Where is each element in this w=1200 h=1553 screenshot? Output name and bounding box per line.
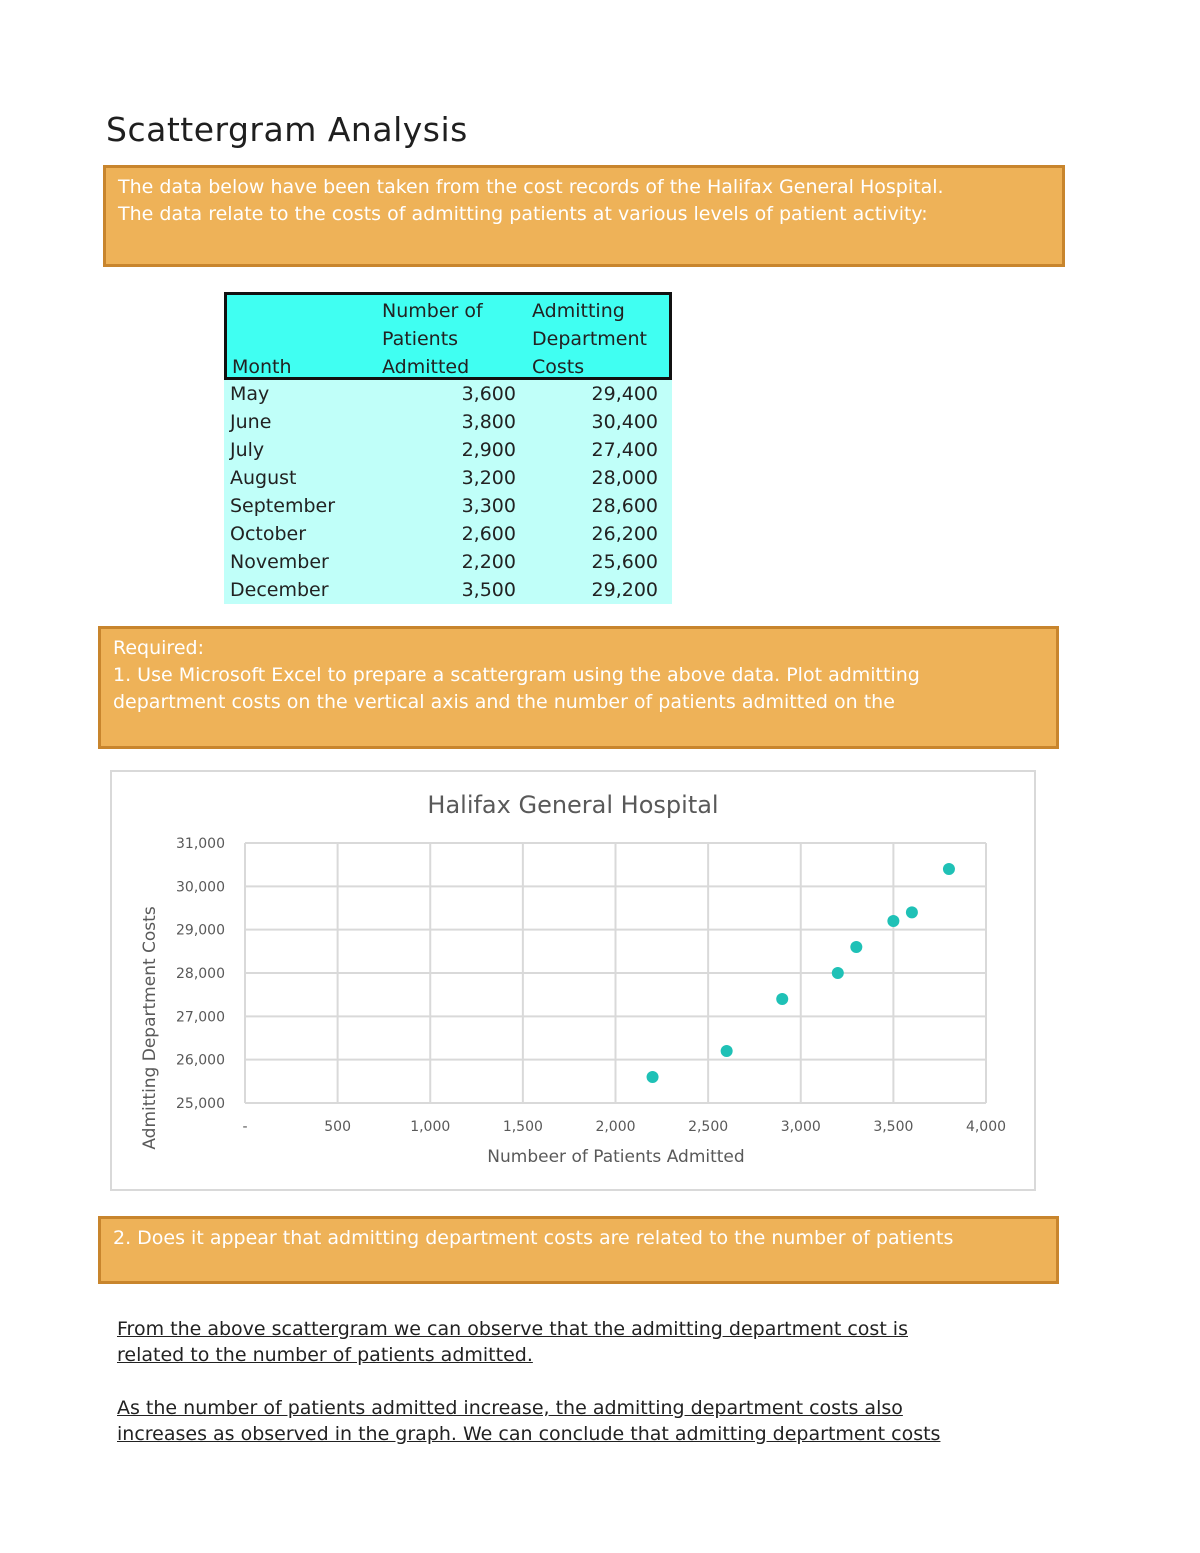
cell-costs: 26,200 [591, 523, 658, 545]
x-tick-label: 1,500 [502, 1119, 543, 1135]
answer-paragraph-1 [117, 1316, 1017, 1368]
header-costs [532, 297, 647, 381]
cell-costs: 28,600 [591, 495, 658, 517]
table-header [224, 292, 672, 380]
x-tick-label: 3,000 [780, 1119, 821, 1135]
table-row [224, 520, 672, 548]
scatter-point [647, 1071, 659, 1083]
cell-month: May [230, 383, 270, 405]
scatter-point [832, 967, 844, 979]
cell-month: September [230, 495, 336, 517]
header-patients-line: Admitted [382, 356, 470, 378]
cell-month: December [230, 579, 329, 601]
cell-patients: 3,800 [461, 411, 516, 433]
table-row [224, 380, 672, 408]
header-costs-line: Costs [532, 356, 585, 378]
answer-line: related to the number of patients admitted. [117, 1344, 533, 1366]
scatter-point [943, 863, 955, 875]
intro-line-1: The data below have been taken from the cost records of the Halifax General Hospital. [118, 176, 944, 198]
y-tick-label: 26,000 [176, 1052, 225, 1069]
cell-month: November [230, 551, 329, 573]
x-tick-label: - [242, 1119, 248, 1135]
page-title: Scattergram Analysis [106, 110, 468, 149]
answer-line: As the number of patients admitted increase, the admitting department costs also [117, 1397, 903, 1419]
header-patients [382, 297, 483, 381]
cell-patients: 3,600 [461, 383, 516, 405]
cell-patients: 3,300 [461, 495, 516, 517]
scatter-chart [110, 770, 1036, 1191]
x-tick-label: 2,000 [595, 1119, 636, 1135]
y-tick-label: 31,000 [176, 836, 225, 852]
cell-patients: 2,200 [461, 551, 516, 573]
table-row [224, 576, 672, 604]
x-axis-label: Numbeer of Patients Admitted [487, 1147, 745, 1167]
table-body [224, 380, 672, 604]
scatter-point [850, 941, 862, 953]
axis-ticks [176, 836, 1006, 1135]
y-tick-label: 25,000 [176, 1096, 225, 1112]
cell-costs: 29,400 [591, 383, 658, 405]
cell-costs: 29,200 [591, 579, 658, 601]
chart-title: Halifax General Hospital [427, 791, 719, 819]
cell-costs: 28,000 [591, 467, 658, 489]
header-patients-line: Patients [382, 328, 459, 350]
y-tick-label: 29,000 [176, 922, 225, 939]
table-row [224, 408, 672, 436]
question-2-box [98, 1216, 1059, 1284]
header-costs-line: Admitting [532, 300, 625, 322]
scatter-point [721, 1045, 733, 1057]
scatter-point [776, 993, 788, 1005]
cell-month: June [230, 411, 272, 433]
required-heading: Required: [113, 637, 204, 659]
x-tick-label: 4,000 [965, 1119, 1007, 1135]
intro-line-2: The data relate to the costs of admitting patients at various levels of patient activity: [118, 203, 928, 225]
table-row [224, 436, 672, 464]
question-2-text: 2. Does it appear that admitting department costs are related to the number of patients [113, 1227, 954, 1249]
required-line-2: department costs on the vertical axis and the number of patients admitted on the [113, 691, 895, 713]
cell-month: July [230, 439, 265, 461]
x-tick-label: 500 [324, 1119, 351, 1135]
x-tick-label: 3,500 [873, 1119, 914, 1135]
header-costs-line: Department [532, 328, 647, 350]
cell-costs: 30,400 [591, 411, 658, 433]
cell-costs: 27,400 [591, 439, 658, 461]
data-table [224, 292, 672, 604]
header-patients-line: Number of [382, 300, 483, 322]
cell-patients: 2,900 [461, 439, 516, 461]
required-line-1: 1. Use Microsoft Excel to prepare a scattergram using the above data. Plot admitting [113, 664, 920, 686]
y-axis-label: Admitting Department Costs [140, 906, 160, 1150]
cell-patients: 3,200 [461, 467, 516, 489]
cell-patients: 2,600 [461, 523, 516, 545]
cell-month: August [230, 467, 297, 489]
answer-line: From the above scattergram we can observe that the admitting department cost is [117, 1318, 908, 1340]
intro-box [103, 165, 1065, 267]
header-month: Month [232, 356, 292, 378]
table-row [224, 464, 672, 492]
scatter-point [887, 915, 899, 927]
required-box [98, 626, 1059, 749]
scatter-point [906, 906, 918, 918]
cell-patients: 3,500 [461, 579, 516, 601]
y-tick-label: 27,000 [176, 1009, 225, 1026]
answer-line: increases as observed in the graph. We can conclude that admitting department costs [117, 1423, 941, 1445]
cell-month: October [230, 523, 307, 545]
x-tick-label: 2,500 [688, 1119, 729, 1135]
y-tick-label: 30,000 [176, 879, 225, 896]
cell-costs: 25,600 [591, 551, 658, 573]
table-row [224, 548, 672, 576]
x-tick-label: 1,000 [410, 1119, 451, 1135]
table-row [224, 492, 672, 520]
answer-paragraph-2 [117, 1395, 1047, 1447]
grid [245, 843, 986, 1103]
y-tick-label: 28,000 [176, 966, 225, 982]
